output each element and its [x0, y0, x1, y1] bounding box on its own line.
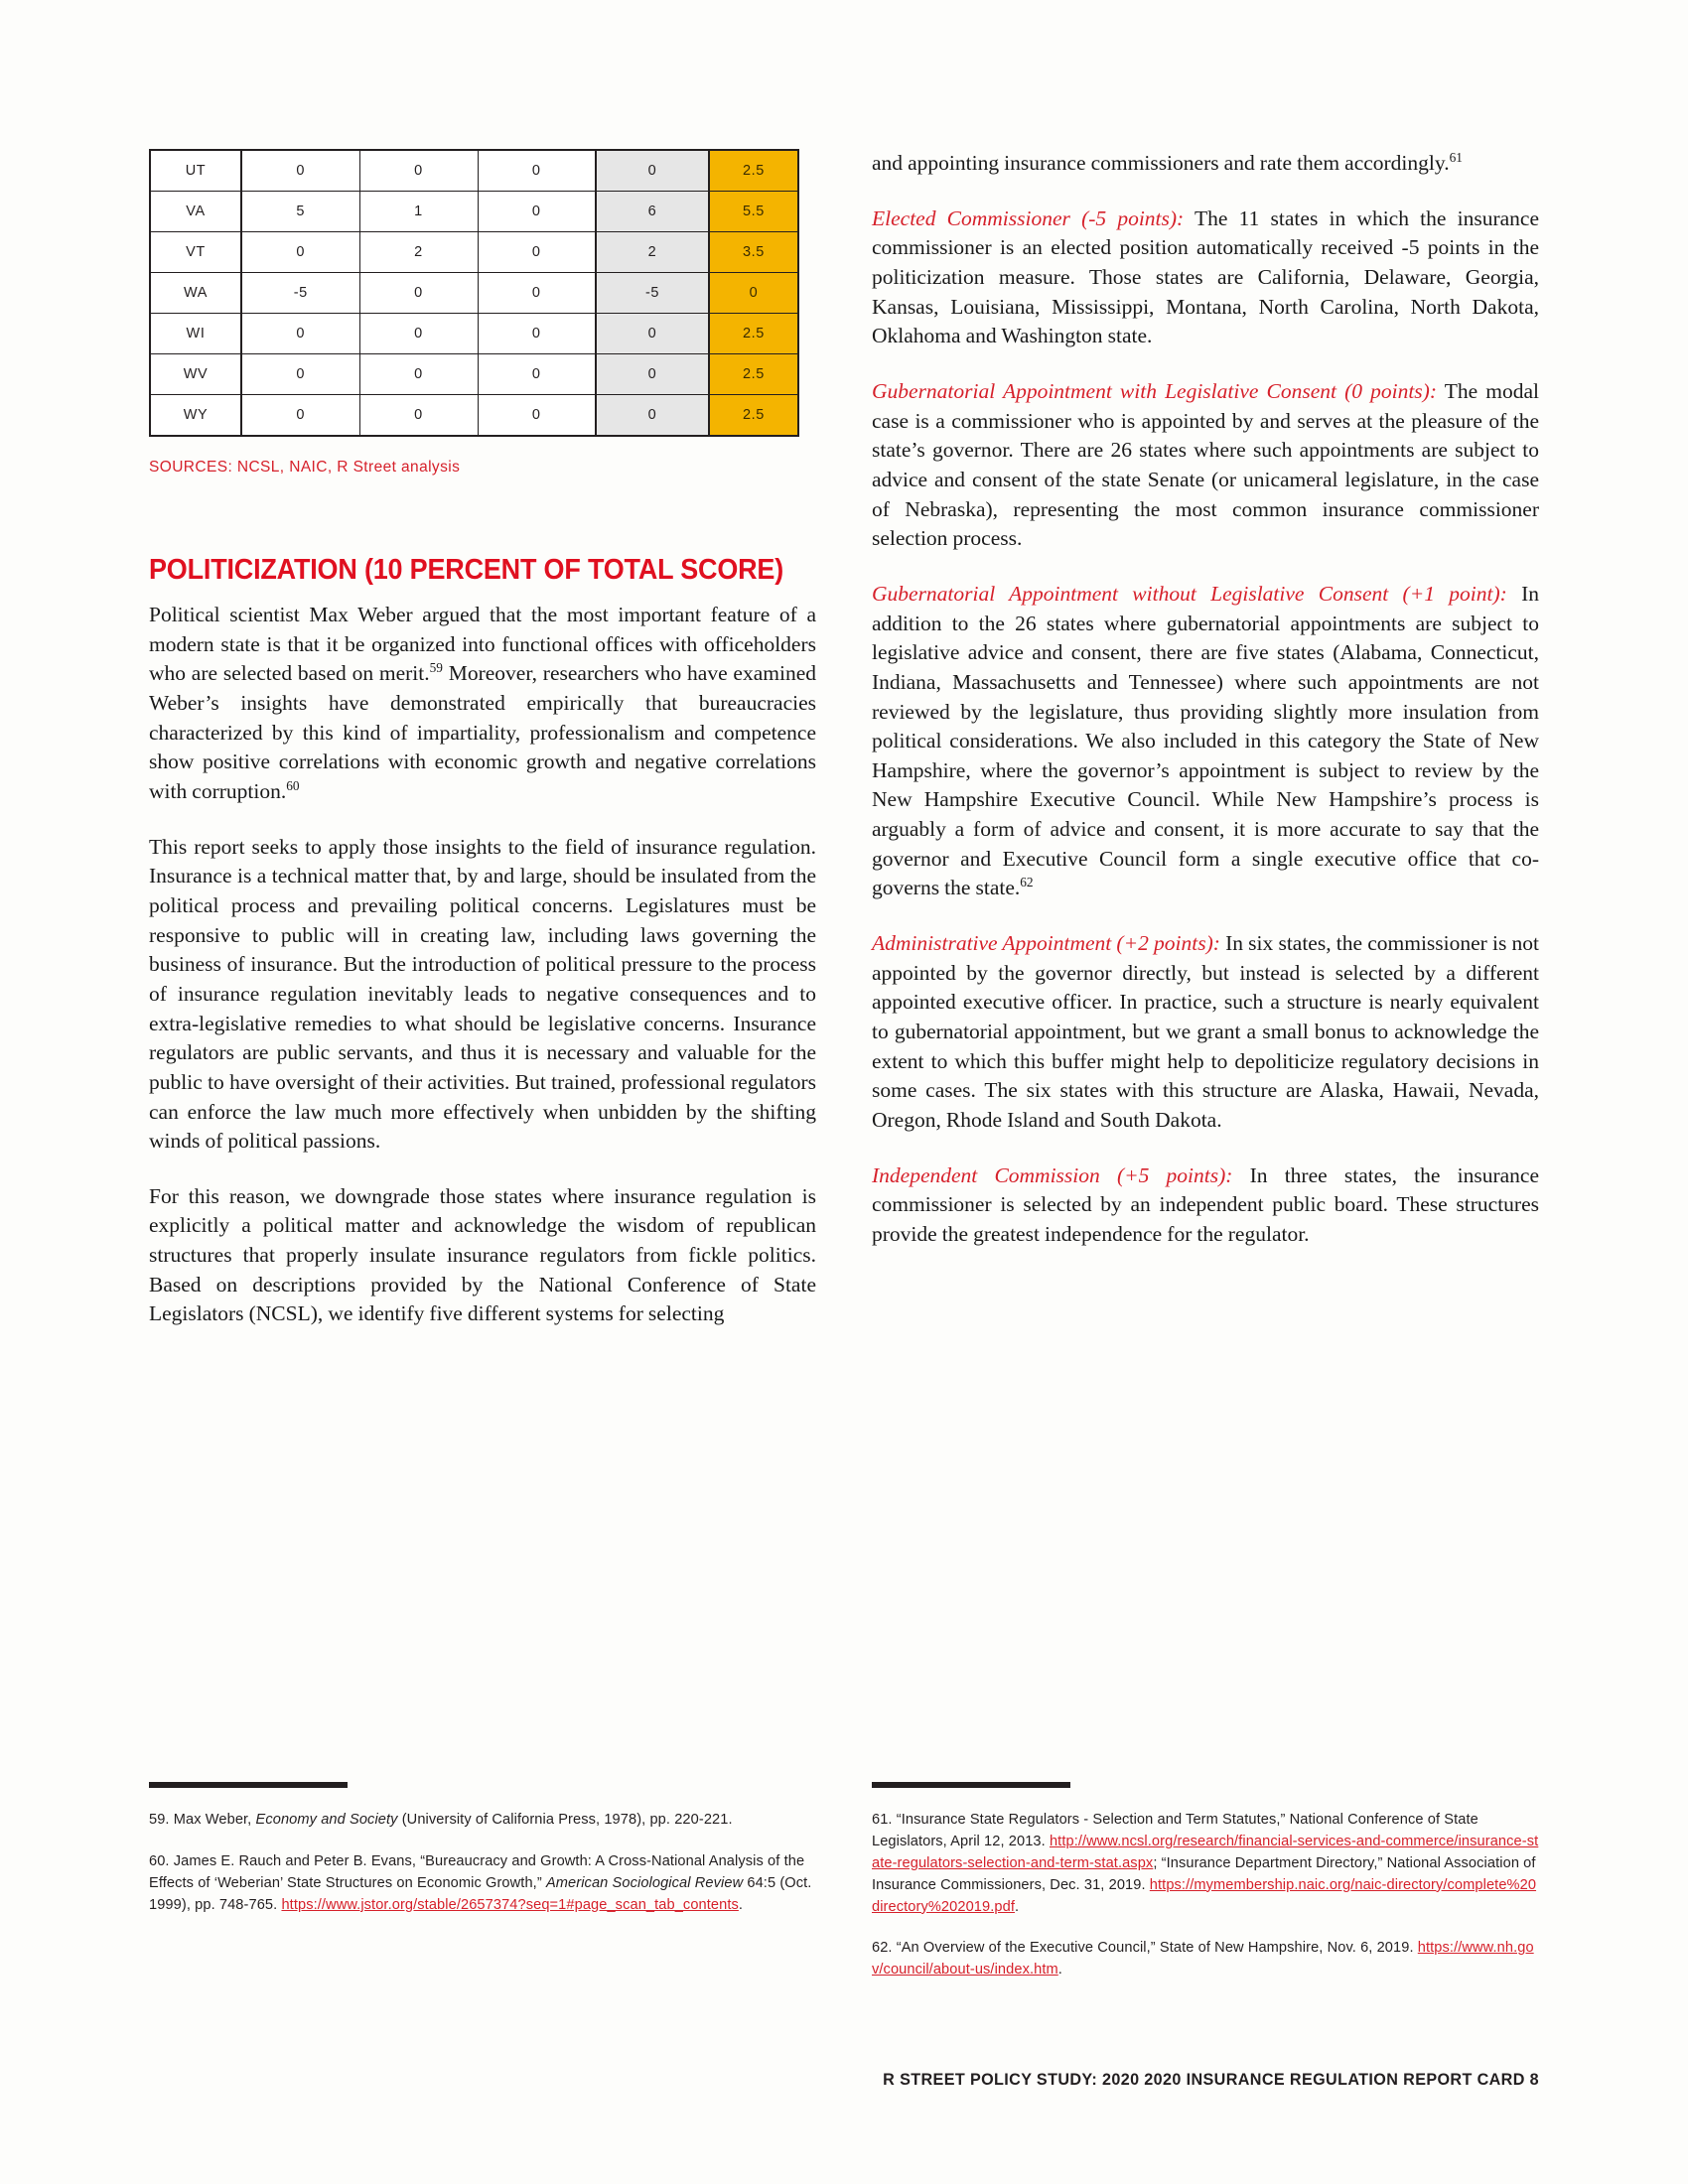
footnote-ref-60[interactable]: 60	[286, 777, 300, 793]
table-cell-c1: -5	[241, 273, 359, 314]
table-cell-subtotal: 0	[596, 150, 709, 192]
selection-system-label: Independent Commission (+5 points):	[872, 1162, 1233, 1187]
selection-system-text: The 11 states in which the insurance commissioner is an elected position automatically received -5 points in the politicization measure. Those states are California, Delaware, Georgia, Kansas, Louisiana, Mississippi, Montana, North Carolina, North Dakota, Oklahoma and Washington state.	[872, 205, 1539, 348]
footnote-ref-61[interactable]: 61	[1449, 149, 1463, 165]
table-row	[150, 354, 798, 395]
selection-system-item	[872, 580, 1539, 903]
footnote-entry	[872, 1938, 1539, 1981]
table-cell-total: 2.5	[709, 150, 798, 192]
table-cell-state: WV	[150, 354, 241, 395]
footnote-number: 61.	[872, 1812, 893, 1828]
selection-system-text: In three states, the insurance commissioner is selected by an independent public board. These structures provide the greatest independence for the regulator.	[872, 1162, 1539, 1246]
paragraph-text-a: Political scientist Max Weber argued that the most important feature of a modern state is that it be organized into functional offices with officeholders who are selected based on merit.	[149, 603, 816, 686]
footnote-title-italic: Economy and Society	[255, 1812, 398, 1828]
selection-system-label: Gubernatorial Appointment with Legislative Consent (0 points):	[872, 378, 1437, 403]
paragraph-text-b: Moreover, researchers who have examined Weber’s insights have demonstrated empirically that bureaucracies characterized by this kind of impartiality, professionalism and competence show positive correlations with economic growth and negative correlations with corruption.	[149, 661, 816, 803]
table-cell-subtotal: 2	[596, 232, 709, 273]
table-cell-c1: 0	[241, 232, 359, 273]
footnote-text: Max Weber,	[169, 1812, 256, 1828]
table-cell-subtotal: 6	[596, 192, 709, 232]
footnote-list-right	[872, 1810, 1539, 1981]
paragraph-insurance-technical: This report seeks to apply those insights to the field of insurance regulation. Insurance is a technical matter that, by and large, should be insulated from the political process and prevailing political concerns. Legislatures must be responsive to public will in creating law, including laws governing the business of insurance. But the introduction of political pressure to the process of insurance regulation inevitably leads to negative consequences and to extra-legislative remedies to what should be legislative concerns. Insurance regulators are public servants, and thus it is necessary and valuable for the public to have oversight of their activities. But trained, professional regulators can enforce the law much more effectively when unbidden by the shifting winds of political passions.	[149, 834, 816, 1154]
table-cell-c2: 0	[359, 314, 478, 354]
table-cell-c2: 1	[359, 192, 478, 232]
table-cell-total: 0	[709, 273, 798, 314]
table-cell-c3: 0	[478, 150, 596, 192]
footnote-tail: .	[1014, 1898, 1020, 1915]
table-cell-c1: 5	[241, 192, 359, 232]
selection-system-text: In six states, the commissioner is not appointed by the governor directly, but instead is selected by a different appointed executive officer. In practice, such a structure is nearly equivalent to gubernatorial appointment, but we grant a small bonus to acknowledge the extent to which this buffer might help to depoliticize regulatory decisions in some cases. The six states with this structure are Alaska, Hawaii, Nevada, Oregon, Rhode Island and South Dakota.	[872, 931, 1540, 1133]
table-cell-c2: 0	[359, 273, 478, 314]
footnote-text: “An Overview of the Executive Council,” State of New Hampshire, Nov. 6, 2019.	[892, 1940, 1418, 1957]
footnote-entry	[149, 1810, 816, 1832]
footnote-number: 59.	[149, 1812, 170, 1828]
table-row	[150, 192, 798, 232]
table-cell-subtotal: 0	[596, 314, 709, 354]
table-cell-state: VA	[150, 192, 241, 232]
footnote-text-cont: (University of California Press, 1978), pp. 220-221.	[397, 1812, 733, 1828]
section-heading-politicization: POLITICIZATION (10 PERCENT OF TOTAL SCORE)	[149, 554, 783, 586]
footnote-divider-right	[872, 1782, 1070, 1788]
footnote-number: 62.	[872, 1940, 893, 1957]
table-cell-subtotal: 0	[596, 354, 709, 395]
table-row	[150, 273, 798, 314]
footnote-list-left	[149, 1810, 816, 1917]
footnote-text-mid: ; “Insurance Department Directory,” National Association of Insurance Commissioners, Dec. 31, 2019.	[872, 1854, 1536, 1893]
table-cell-state: VT	[150, 232, 241, 273]
table-row	[150, 150, 798, 192]
selection-system-item	[872, 929, 1539, 1136]
page-content	[149, 149, 1539, 1353]
table-cell-state: WI	[150, 314, 241, 354]
table-cell-c3: 0	[478, 192, 596, 232]
footnote-link[interactable]: http://www.ncsl.org/research/financial-services-and-commerce/insurance-state-regulators-selection-and-term-stat.aspx	[872, 1833, 1539, 1871]
selection-system-label: Administrative Appointment (+2 points):	[872, 931, 1220, 956]
table-row	[150, 232, 798, 273]
table-cell-c3: 0	[478, 232, 596, 273]
footnote-link[interactable]: https://www.nh.gov/council/about-us/index.htm	[872, 1940, 1534, 1979]
table-cell-c1: 0	[241, 314, 359, 354]
footnote-ref-59[interactable]: 59	[429, 660, 443, 676]
table-sources-caption: SOURCES: NCSL, NAIC, R Street analysis	[149, 459, 461, 476]
two-column-layout	[149, 149, 1539, 1353]
selection-systems-list	[872, 205, 1539, 1250]
paragraph-downgrade-states: For this reason, we downgrade those states where insurance regulation is explicitly a political matter and acknowledge the wisdom of republican structures that properly insulate insurance regulators from fickle politics. Based on descriptions provided by the National Conference of State Legislators (NCSL), we identify five different systems for selecting	[149, 1183, 816, 1326]
paragraph-continued	[872, 149, 1539, 179]
table-cell-total: 3.5	[709, 232, 798, 273]
table-cell-total: 2.5	[709, 395, 798, 437]
table-body	[150, 150, 798, 436]
table-cell-c3: 0	[478, 354, 596, 395]
table-cell-c2: 0	[359, 354, 478, 395]
page-footer: R STREET POLICY STUDY: 2020 2020 INSURANCE REGULATION REPORT CARD 8	[883, 2070, 1539, 2089]
selection-system-item	[872, 205, 1539, 351]
footnote-text: “Insurance State Regulators - Selection and Term Statutes,” National Conference of State Legislators, April 12, 2013.	[872, 1812, 1478, 1849]
footnote-text-cont: 64:5 (Oct. 1999), pp. 748-765.	[149, 1874, 812, 1913]
table-cell-c1: 0	[241, 395, 359, 437]
paragraph-weber	[149, 601, 816, 807]
table-cell-total: 5.5	[709, 192, 798, 232]
table-cell-state: WY	[150, 395, 241, 437]
selection-system-label: Gubernatorial Appointment without Legislative Consent (+1 point):	[872, 581, 1507, 606]
table-cell-c1: 0	[241, 150, 359, 192]
state-scores-table	[149, 149, 799, 437]
table-cell-c1: 0	[241, 354, 359, 395]
table-cell-state: WA	[150, 273, 241, 314]
paragraph-continued-text: and appointing insurance commissioners and rate them accordingly.	[872, 151, 1450, 175]
selection-system-text: In addition to the 26 states where gubernatorial appointments are subject to legislative advice and consent, there are five states (Alabama, Connecticut, Indiana, Massachusetts and Tennessee) where such appointments are not reviewed by the legislature, thus providing slightly more insulation from political considerations. We also included in this category the State of New Hampshire, where the governor’s appointment is subject to review by the New Hampshire Executive Council. While New Hampshire’s process is arguably a form of advice and consent, it is more accurate to say that the governor and Executive Council form a single executive office that co-governs the state.	[872, 581, 1539, 900]
footnote-tail: .	[1057, 1962, 1062, 1979]
footnote-text: James E. Rauch and Peter B. Evans, “Bureaucracy and Growth: A Cross-National Analysis of the Effects of ‘Weberian’ State Structures on Economic Growth,”	[149, 1852, 805, 1891]
selection-system-text: The modal case is a commissioner who is appointed by and serves at the pleasure of the state’s governor. There are 26 states where such appointments are subject to advice and consent of the state Senate (or unicameral legislature, in the case of Nebraska), representing the most common insurance commissioner selection process.	[872, 378, 1539, 551]
footnote-title-italic: American Sociological Review	[545, 1874, 744, 1891]
table-cell-c2: 0	[359, 150, 478, 192]
table-cell-total: 2.5	[709, 354, 798, 395]
footnote-entry	[149, 1851, 816, 1917]
table-cell-c2: 2	[359, 232, 478, 273]
footnotes-right-column	[872, 1782, 1539, 2001]
left-column	[149, 149, 816, 1353]
footnotes-left-column	[149, 1782, 816, 1937]
selection-system-label: Elected Commissioner (-5 points):	[872, 205, 1185, 230]
table-row	[150, 395, 798, 437]
footnote-entry	[872, 1810, 1539, 1918]
table-row	[150, 314, 798, 354]
selection-system-item	[872, 1161, 1539, 1250]
table-cell-c3: 0	[478, 273, 596, 314]
table-cell-subtotal: -5	[596, 273, 709, 314]
right-column	[872, 149, 1539, 1274]
table-cell-c2: 0	[359, 395, 478, 437]
footnote-link[interactable]: https://www.jstor.org/stable/2657374?seq=1#page_scan_tab_contents	[281, 1896, 739, 1913]
footnote-tail: .	[738, 1896, 744, 1913]
footnote-divider-left	[149, 1782, 348, 1788]
footnote-ref-62[interactable]: 62	[1020, 875, 1034, 890]
selection-system-item	[872, 377, 1539, 554]
table-cell-state: UT	[150, 150, 241, 192]
table-cell-c3: 0	[478, 314, 596, 354]
footnote-link-secondary[interactable]: https://mymembership.naic.org/naic-directory/complete%20directory%202019.pdf	[872, 1876, 1537, 1915]
table-cell-total: 2.5	[709, 314, 798, 354]
table-cell-c3: 0	[478, 395, 596, 437]
footnote-number: 60.	[149, 1852, 170, 1869]
table-cell-subtotal: 0	[596, 395, 709, 437]
